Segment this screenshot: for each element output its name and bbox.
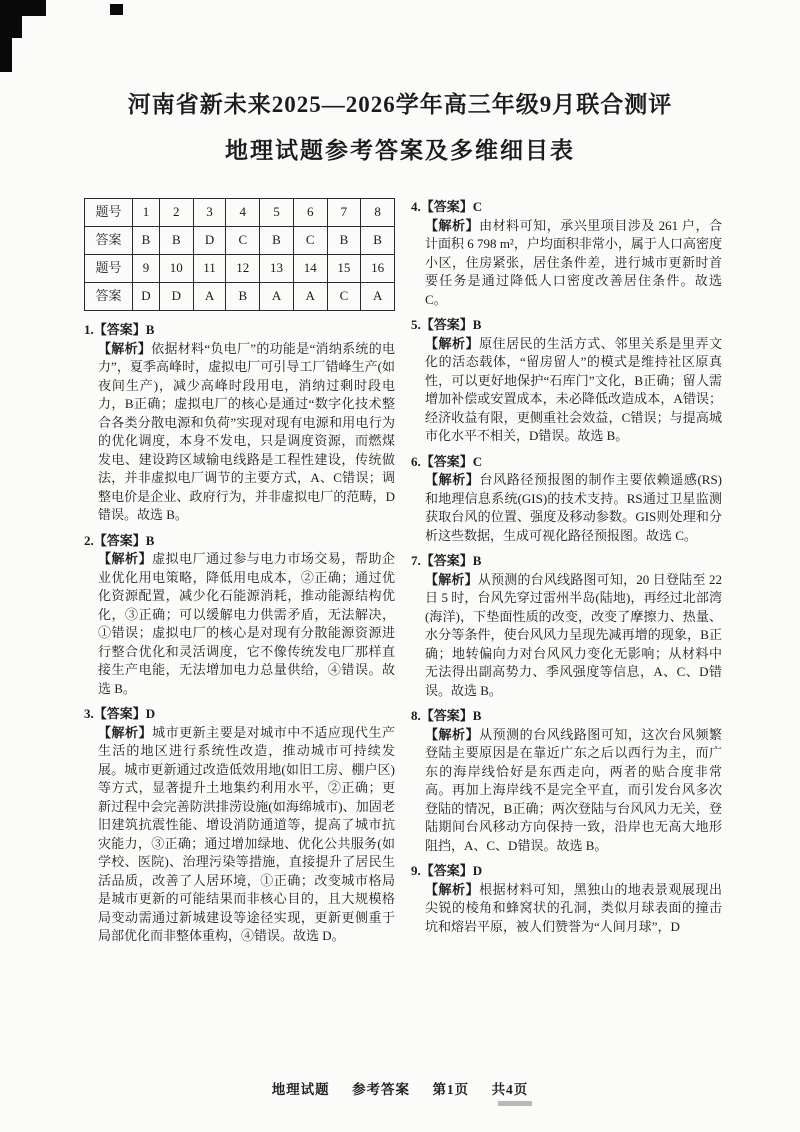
table-cell: 9 [133,255,160,283]
table-cell: 3 [193,199,226,227]
footer-page-total: 共4页 [491,1082,529,1097]
table-cell: B [327,227,361,255]
answer-head: 1.【答案】B [84,322,155,337]
answer-head: 3.【答案】D [84,706,156,721]
table-row [85,283,395,311]
answer-analysis [425,471,722,545]
analysis-label: 【解析】 [425,571,478,587]
table-cell: C [293,227,327,255]
table-cell: B [159,227,193,255]
analysis-text: 从预测的台风线路图可知，20 日登陆至 22 日 5 时，台风先穿过雷州半岛(陆地)，再经过北部湾(海洋)，下垫面性质的改变，改变了摩擦力、热量、水分等条件，使台风风力呈现先减再增的现象，B正确；地转偏向力对台风风力变化无影响；从材料中无法得出副高势力、季风强度等信息，A、C、D错误。故选 B。 [425,571,722,698]
answer-analysis [98,340,395,525]
table-row [85,255,395,283]
scan-artifact [0,38,12,72]
document-title-line2: 地理试题参考答案及多维细目表 [225,138,575,163]
answer-analysis [98,724,395,946]
analysis-label: 【解析】 [425,472,480,487]
answer-item-1 [84,321,395,525]
answer-item-4 [411,198,722,309]
answer-item-7 [411,552,722,700]
table-cell: D [193,227,226,255]
answer-item-8 [411,707,722,855]
footer-section: 参考答案 [352,1082,411,1097]
table-cell: 答案 [85,283,133,311]
analysis-text: 虚拟电厂通过参与电力市场交易，帮助企业优化用电策略，降低用电成本，②正确；通过优化资源配置，减少化石能源消耗，推动能源结构优化，③正确；可以缓解电力供需矛盾，无法解决，①错误；虚拟电厂的核心是对现有分散能源资源进行整合优化和灵活调度，它不像传统发电厂那样直接生产电能，无法增加电力总量供给，④错误。故选 B。 [98,551,395,696]
answer-analysis [425,217,722,310]
table-cell: B [260,227,294,255]
table-cell: C [226,227,260,255]
table-cell: A [193,283,226,311]
table-cell: A [293,283,327,311]
page-footer [0,1078,800,1098]
right-column [411,198,722,953]
table-cell: A [260,283,294,311]
scan-artifact [110,4,123,15]
answer-item-2 [84,532,395,699]
analysis-label: 【解析】 [98,340,152,356]
scan-artifact [0,16,22,38]
analysis-text: 从预测的台风线路图可知，这次台风频繁登陆主要原因是在靠近广东之后以西行为主，而广东的海岸线恰好是东西走向，两者的贴合度非常高。再加上海岸线不是完全平直，而引发台风多次登陆的情况，B正确；两次登陆与台风风力无关，登陆期间台风移动方向保持一致，沿岸也无高大地形阻挡，A、C、D错误。故选 B。 [425,726,722,853]
table-cell: B [133,227,160,255]
answer-head: 7.【答案】B [411,553,482,568]
table-cell: 7 [327,199,361,227]
analysis-label: 【解析】 [98,551,153,566]
table-cell: 5 [260,199,294,227]
answer-head: 8.【答案】B [411,708,482,723]
table-cell: 1 [133,199,160,227]
analysis-text: 根据材料可知，黑独山的地表景观展现出尖锐的棱角和蜂窝状的孔洞，类似月球表面的撞击坑和熔岩平原，被人们赞誉为“人间月球”，D [425,881,722,934]
table-cell: 13 [260,255,294,283]
answer-head: 5.【答案】B [411,317,482,332]
answer-item-9 [411,862,722,936]
analysis-label: 【解析】 [98,724,153,740]
analysis-text: 城市更新主要是对城市中不适应现代生产生活的地区进行系统性改造，推动城市可持续发展。城市更新通过改造低效用地(如旧工房、棚户区)等方式，显著提升土地集约利用水平，②正确；更新过程中会完善防洪排涝设施(如海绵城市)、加固老旧建筑抗震性能、增设消防通道等，提高了城市抗灾能力，③正确；通过增加绿地、优化公共服务(如学校、医院)、治理污染等措施，直接提升了居民生活品质，改善了人居环境，①正确；改变城市格局是城市更新的可能结果而非核心目的，且大规模格局变动需通过新城建设等途径实现，更新更侧重于局部优化而非整体重构，④错误。故选 D。 [98,724,395,943]
table-cell: C [327,283,361,311]
answer-head: 2.【答案】B [84,532,155,548]
table-cell: 15 [327,255,361,283]
content-columns [84,198,722,953]
table-cell: 题号 [85,199,133,227]
table-cell: 答案 [85,227,133,255]
document-header [0,86,800,165]
answer-item-6 [411,453,722,546]
answer-analysis [425,335,722,446]
table-cell: 2 [159,199,193,227]
table-cell: 11 [193,255,226,283]
analysis-text: 台风路径预报图的制作主要依赖遥感(RS)和地理信息系统(GIS)的技术支持。RS通过卫星监测获取台风的位置、强度及移动参数。GIS则处理和分析这些数据，生成可视化路径预报图。故选 C。 [425,472,722,543]
answer-analysis [98,550,395,698]
analysis-label: 【解析】 [425,881,480,897]
answer-analysis [425,571,722,701]
footer-doc-name: 地理试题 [271,1082,330,1097]
table-cell: 4 [226,199,260,227]
analysis-text: 由材料可知，承兴里项目涉及 261 户，合计面积 6 798 m²，户均面积非常小，属于人口高密度小区，住房紧张，居住条件差，进行城市更新时首要任务是通过降低人口密度改善居住条件。故选 C。 [425,217,722,307]
table-cell: 12 [226,255,260,283]
table-cell: A [361,283,395,311]
answer-key-table [84,198,395,311]
answer-head: 4.【答案】C [411,199,483,214]
footer-page-number: 第1页 [432,1082,470,1097]
table-cell: B [361,227,395,255]
table-row [85,199,395,227]
table-row [85,227,395,255]
table-cell: 14 [293,255,327,283]
analysis-label: 【解析】 [425,726,480,742]
table-cell: 题号 [85,255,133,283]
table-cell: D [133,283,160,311]
answer-analysis [425,726,722,856]
analysis-label: 【解析】 [425,217,480,233]
table-cell: 6 [293,199,327,227]
document-title-line1: 河南省新未来2025—2026学年高三年级9月联合测评 [127,92,673,117]
scan-artifact [498,1101,532,1106]
answer-item-5 [411,316,722,446]
table-cell: 16 [361,255,395,283]
table-cell: 8 [361,199,395,227]
answer-analysis [425,881,722,937]
table-cell: B [226,283,260,311]
answer-head: 6.【答案】C [411,453,483,469]
answer-item-3 [84,705,395,946]
analysis-label: 【解析】 [425,335,480,351]
analysis-text: 依据材料“负电厂”的功能是“消纳系统的电力”，夏季高峰时，虚拟电厂可引导工厂错峰生产(如夜间生产)，减少高峰时段用电，消纳过剩时段电力，B正确；虚拟电厂的核心是通过“数字化技术整合各类分散电源和负荷”实现对现有电源和用电行为的优化调度，本身不发电，只是调度资源，而燃煤发电、建设跨区域输电线路是工程性建设，传统做法，并非虚拟电厂调节的主要方式，A、C错误；调整电价是企业、政府行为，并非虚拟电厂的范畴，D错误。故选 B。 [98,340,395,522]
table-cell: 10 [159,255,193,283]
scan-artifact [0,0,46,16]
table-cell: D [159,283,193,311]
analysis-text: 原住居民的生活方式、邻里关系是里弄文化的活态载体，“留房留人”的模式是维持社区原真性，可以更好地保护“石库门”文化，B正确；留人需增加补偿或安置成本，未必降低改造成本，A错误；经济收益有限，更侧重社会效益，C错误；与提高城市化水平不相关，D错误。故选 B。 [425,335,722,443]
left-column [84,198,395,953]
answer-head: 9.【答案】D [411,863,483,878]
